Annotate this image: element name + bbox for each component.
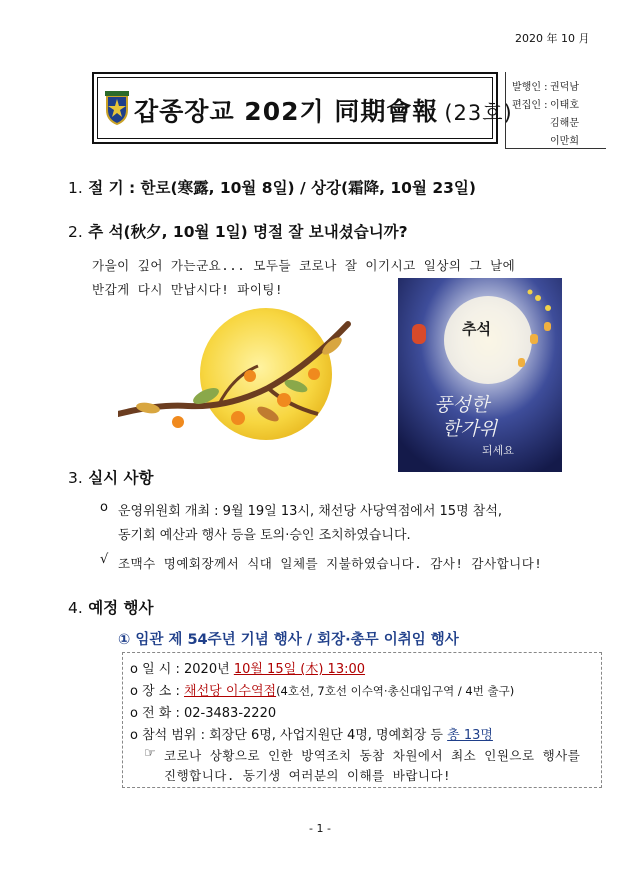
event-date-value: 10월 15일 (木) 13:00 xyxy=(233,662,366,677)
page-number: - 1 - xyxy=(309,822,331,835)
event-note-line-1: 코로나 상황으로 인한 방역조치 동참 차원에서 최소 인원으로 행사를 xyxy=(164,748,581,763)
activity-line-1: 운영위원회 개최 : 9월 19일 13시, 채선당 사당역점에서 15명 참석, xyxy=(118,504,503,519)
staff-publisher: 발행인 : 권덕남 xyxy=(512,82,579,93)
card-greeting-line-1: 풍성한 xyxy=(434,394,490,416)
staff-editor: 편집인 : 이태호 xyxy=(512,100,579,111)
event-note-line-2: 진행합니다. 동기생 여러분의 이해를 바랍니다! xyxy=(164,768,452,783)
check-icon: √ xyxy=(100,552,109,567)
staff-editor-3: 이만희 xyxy=(550,136,579,147)
staff-editor-2: 김해문 xyxy=(550,118,579,129)
school-emblem-icon xyxy=(104,90,130,126)
newsletter-title: 갑종장교 202기 同期會報 (23호) xyxy=(134,97,513,126)
issue-number: (23호) xyxy=(444,101,513,125)
chuseok-greeting-card xyxy=(398,278,562,472)
moon-persimmon-illustration xyxy=(118,296,368,446)
event-subtitle: ① 임관 제 54주년 기념 행사 / 회장·총무 이취임 행사 xyxy=(118,632,459,648)
staff-box xyxy=(505,72,606,149)
event-attendance-total: 총 13명 xyxy=(447,728,493,743)
activity-bullet: o xyxy=(100,500,108,515)
thanks-message: 조맥수 명예회장께서 식대 일체를 지불하였습니다. 감사! 감사합니다! xyxy=(118,556,543,571)
section-chuseok: 2. 추 석(秋夕, 10월 1일) 명절 잘 보내셨습니까? xyxy=(68,223,408,241)
title-box xyxy=(92,72,513,144)
section-seasons: 1. 절 기 : 한로(寒露, 10월 8일) / 상강(霜降, 10월 23일) xyxy=(68,179,476,197)
card-greeting-line-3: 되세요 xyxy=(482,444,514,457)
card-chuseok-label: 추석 xyxy=(462,320,491,338)
card-greeting-line-2: 한가위 xyxy=(442,418,498,440)
event-date-row: o 일 시 : 2020년 10월 15일 (木) 13:00 xyxy=(130,662,366,677)
section-upcoming-events: 4. 예정 행사 xyxy=(68,599,154,617)
activity-line-2: 동기회 예산과 행사 등을 토의·승인 조치하였습니다. xyxy=(118,528,411,543)
chuseok-message-line-2: 반갑게 다시 만납시다! 파이팅! xyxy=(92,282,284,297)
event-attendance-row: o 참석 범위 : 회장단 6명, 사업지원단 4명, 명예회장 등 총 13명 xyxy=(130,728,493,743)
chuseok-message-line-1: 가을이 깊어 가는군요... 모두들 코로나 잘 이기시고 일상의 그 날에 xyxy=(92,258,516,273)
event-place-value: 채선당 이수역점 xyxy=(184,684,277,699)
event-phone-row: o 전 화 : 02-3483-2220 xyxy=(130,706,277,721)
note-pointer-icon: ☞ xyxy=(144,746,156,761)
section-activities: 3. 실시 사항 xyxy=(68,469,154,487)
event-place-row: o 장 소 : 채선당 이수역점(4호선, 7호선 이수역·총신대입구역 / 4번 출구) xyxy=(130,684,515,699)
issue-date: 2020 年 10 月 xyxy=(515,32,590,45)
